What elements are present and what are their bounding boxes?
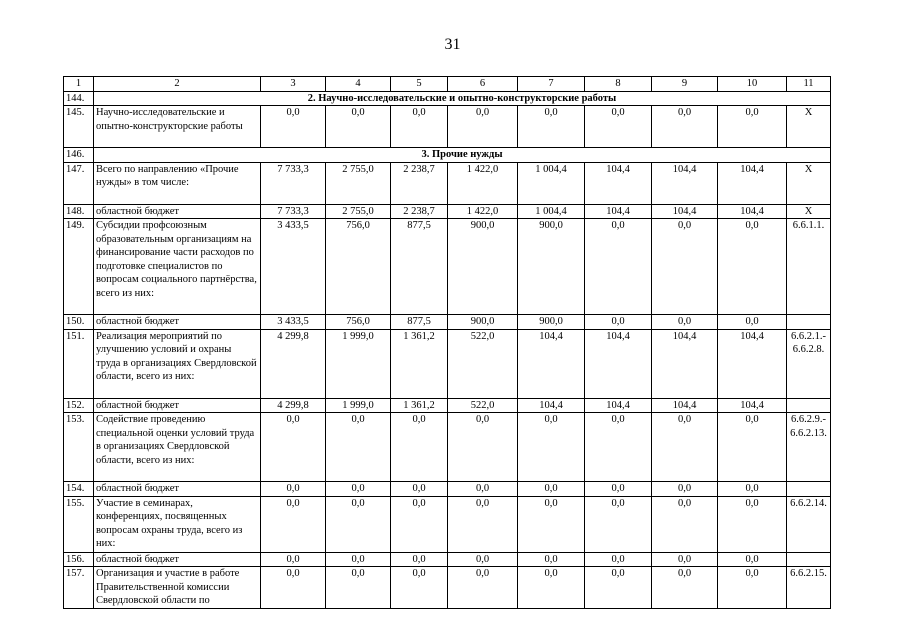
row-number: 146. (64, 148, 94, 163)
value-cell: 0,0 (652, 482, 718, 497)
header-cell: 7 (518, 77, 585, 92)
value-cell: 0,0 (261, 567, 326, 609)
value-cell: 0,0 (448, 496, 518, 552)
table-row (64, 162, 831, 204)
value-cell: 0,0 (518, 413, 585, 482)
value-cell: 1 361,2 (391, 398, 448, 413)
table-row (64, 329, 831, 398)
value-cell: 1 004,4 (518, 204, 585, 219)
value-cell: 3 433,5 (261, 219, 326, 315)
row-number: 152. (64, 398, 94, 413)
value-cell: 900,0 (448, 315, 518, 330)
section-title: 3. Прочие нужды (94, 148, 831, 163)
value-cell: 0,0 (326, 482, 391, 497)
table-row (64, 413, 831, 482)
value-cell: 0,0 (448, 106, 518, 148)
table-row (64, 496, 831, 552)
value-cell: 7 733,3 (261, 204, 326, 219)
code-cell (787, 106, 831, 148)
table-row (64, 398, 831, 413)
value-cell: 0,0 (585, 552, 652, 567)
value-cell: 0,0 (261, 413, 326, 482)
value-cell: 0,0 (652, 496, 718, 552)
code-cell (787, 315, 831, 330)
value-cell: 0,0 (326, 552, 391, 567)
code-line: X (804, 163, 813, 175)
code-cell (787, 413, 831, 482)
table-row (64, 567, 831, 609)
value-cell: 0,0 (448, 567, 518, 609)
row-description: Реализация мероприятий по улучшению условий и охраны труда в организациях Свердловской области, всего из них: (94, 329, 261, 398)
row-description: областной бюджет (94, 204, 261, 219)
value-cell: 2 755,0 (326, 162, 391, 204)
value-cell: 0,0 (391, 567, 448, 609)
code-cell (787, 482, 831, 497)
code-line: 6.6.2.1.- (791, 330, 826, 342)
value-cell: 104,4 (585, 329, 652, 398)
header-cell: 6 (448, 77, 518, 92)
value-cell: 522,0 (448, 329, 518, 398)
header-cell: 10 (718, 77, 787, 92)
header-cell: 2 (94, 77, 261, 92)
value-cell: 756,0 (326, 315, 391, 330)
value-cell: 0,0 (652, 413, 718, 482)
code-cell (787, 552, 831, 567)
header-cell: 9 (652, 77, 718, 92)
value-cell: 2 238,7 (391, 204, 448, 219)
row-description: Научно-исследовательские и опытно-конструкторские работы (94, 106, 261, 148)
code-cell (787, 496, 831, 552)
value-cell: 0,0 (718, 496, 787, 552)
row-number: 144. (64, 91, 94, 106)
table-row (64, 219, 831, 315)
value-cell: 1 999,0 (326, 398, 391, 413)
value-cell: 1 422,0 (448, 204, 518, 219)
value-cell: 900,0 (518, 219, 585, 315)
value-cell: 104,4 (718, 204, 787, 219)
header-row (64, 77, 831, 92)
row-number: 147. (64, 162, 94, 204)
value-cell: 0,0 (652, 219, 718, 315)
row-number: 155. (64, 496, 94, 552)
value-cell: 104,4 (585, 162, 652, 204)
code-line: X (804, 205, 813, 217)
value-cell: 0,0 (391, 496, 448, 552)
row-number: 157. (64, 567, 94, 609)
value-cell: 104,4 (652, 204, 718, 219)
value-cell: 0,0 (391, 106, 448, 148)
table-row (64, 315, 831, 330)
value-cell: 7 733,3 (261, 162, 326, 204)
row-number: 148. (64, 204, 94, 219)
code-cell (787, 204, 831, 219)
value-cell: 0,0 (518, 552, 585, 567)
value-cell: 1 361,2 (391, 329, 448, 398)
code-line: 6.6.1.1. (792, 220, 825, 231)
row-number: 150. (64, 315, 94, 330)
value-cell: 0,0 (718, 106, 787, 148)
page-number: 31 (444, 36, 461, 53)
value-cell: 0,0 (718, 219, 787, 315)
header-cell: 8 (585, 77, 652, 92)
budget-table (63, 76, 831, 609)
value-cell: 104,4 (718, 162, 787, 204)
value-cell: 104,4 (518, 329, 585, 398)
value-cell: 0,0 (261, 552, 326, 567)
row-description: Организация и участие в работе Правительственной комиссии Свердловской области по (94, 567, 261, 609)
value-cell: 0,0 (448, 413, 518, 482)
row-number: 154. (64, 482, 94, 497)
value-cell: 0,0 (261, 482, 326, 497)
value-cell: 0,0 (585, 496, 652, 552)
value-cell: 104,4 (518, 398, 585, 413)
value-cell: 0,0 (652, 552, 718, 567)
value-cell: 104,4 (718, 329, 787, 398)
header-cell: 4 (326, 77, 391, 92)
value-cell: 2 755,0 (326, 204, 391, 219)
header-cell: 1 (64, 77, 94, 92)
value-cell: 0,0 (518, 482, 585, 497)
section-row (64, 148, 831, 163)
value-cell: 104,4 (585, 398, 652, 413)
value-cell: 900,0 (518, 315, 585, 330)
row-description: Субсидии профсоюзным образовательным организациям на финансирование части расходов по подготовке специалистов по вопросам социального партнёрства, всего из них: (94, 219, 261, 315)
value-cell: 0,0 (585, 567, 652, 609)
section-title: 2. Научно-исследовательские и опытно-конструкторские работы (94, 91, 831, 106)
value-cell: 877,5 (391, 219, 448, 315)
code-line: 6.6.2.13. (790, 427, 827, 439)
value-cell: 0,0 (652, 567, 718, 609)
value-cell: 0,0 (448, 552, 518, 567)
value-cell: 4 299,8 (261, 398, 326, 413)
code-cell (787, 329, 831, 398)
header-cell: 5 (391, 77, 448, 92)
value-cell: 0,0 (326, 496, 391, 552)
code-cell (787, 219, 831, 315)
value-cell: 900,0 (448, 219, 518, 315)
value-cell: 0,0 (585, 413, 652, 482)
value-cell: 0,0 (652, 106, 718, 148)
code-cell (787, 567, 831, 609)
row-description: Всего по направлению «Прочие нужды» в том числе: (94, 162, 261, 204)
row-number: 156. (64, 552, 94, 567)
value-cell: 2 238,7 (391, 162, 448, 204)
value-cell: 104,4 (652, 329, 718, 398)
value-cell: 104,4 (652, 162, 718, 204)
value-cell: 0,0 (585, 315, 652, 330)
value-cell: 3 433,5 (261, 315, 326, 330)
value-cell: 1 004,4 (518, 162, 585, 204)
value-cell: 0,0 (518, 106, 585, 148)
value-cell: 104,4 (718, 398, 787, 413)
row-number: 153. (64, 413, 94, 482)
value-cell: 0,0 (448, 482, 518, 497)
value-cell: 0,0 (518, 567, 585, 609)
value-cell: 0,0 (391, 413, 448, 482)
code-cell (787, 398, 831, 413)
code-line: 6.6.2.15. (790, 568, 827, 579)
code-line: 6.6.2.9.- (791, 414, 826, 425)
table-row (64, 204, 831, 219)
value-cell: 0,0 (718, 567, 787, 609)
value-cell: 0,0 (326, 567, 391, 609)
code-line: 6.6.2.8. (792, 344, 825, 355)
value-cell: 0,0 (261, 496, 326, 552)
value-cell: 0,0 (391, 552, 448, 567)
value-cell: 0,0 (326, 413, 391, 482)
row-description: областной бюджет (94, 398, 261, 413)
table-row (64, 482, 831, 497)
value-cell: 756,0 (326, 219, 391, 315)
value-cell: 1 999,0 (326, 329, 391, 398)
code-cell (787, 162, 831, 204)
header-cell: 3 (261, 77, 326, 92)
value-cell: 0,0 (718, 552, 787, 567)
row-description: Содействие проведению специальной оценки условий труда в организациях Свердловской области, всего из них: (94, 413, 261, 482)
value-cell: 0,0 (391, 482, 448, 497)
table-row (64, 552, 831, 567)
value-cell: 0,0 (718, 482, 787, 497)
code-line: 6.6.2.14. (790, 497, 827, 509)
header-cell: 11 (787, 77, 831, 92)
value-cell: 877,5 (391, 315, 448, 330)
code-line: X (804, 107, 813, 118)
value-cell: 1 422,0 (448, 162, 518, 204)
row-number: 149. (64, 219, 94, 315)
row-number: 145. (64, 106, 94, 148)
value-cell: 0,0 (718, 315, 787, 330)
row-description: областной бюджет (94, 315, 261, 330)
value-cell: 0,0 (585, 106, 652, 148)
value-cell: 0,0 (261, 106, 326, 148)
value-cell: 0,0 (326, 106, 391, 148)
row-description: областной бюджет (94, 552, 261, 567)
section-row (64, 91, 831, 106)
value-cell: 0,0 (585, 482, 652, 497)
value-cell: 4 299,8 (261, 329, 326, 398)
table-row (64, 106, 831, 148)
row-description: Участие в семинарах, конференциях, посвященных вопросам охраны труда, всего из них: (94, 496, 261, 552)
value-cell: 0,0 (718, 413, 787, 482)
value-cell: 104,4 (652, 398, 718, 413)
value-cell: 104,4 (585, 204, 652, 219)
row-description: областной бюджет (94, 482, 261, 497)
value-cell: 0,0 (518, 496, 585, 552)
value-cell: 522,0 (448, 398, 518, 413)
value-cell: 0,0 (652, 315, 718, 330)
row-number: 151. (64, 329, 94, 398)
value-cell: 0,0 (585, 219, 652, 315)
